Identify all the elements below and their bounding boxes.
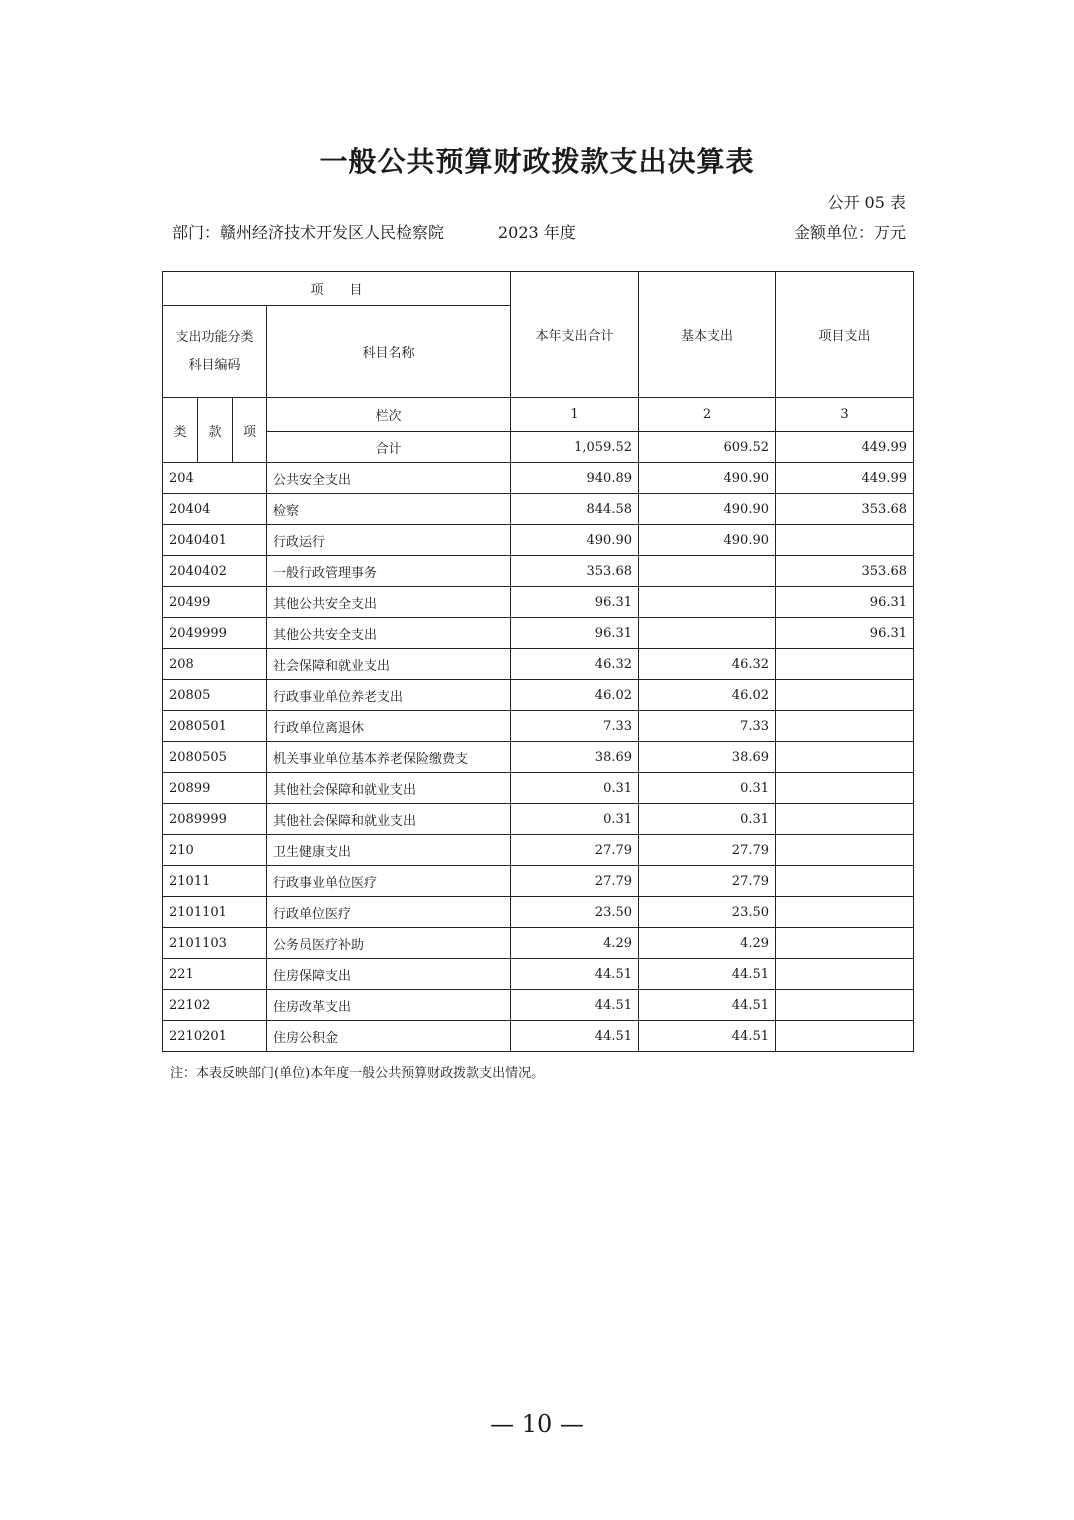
- row-project: 96.31: [776, 618, 914, 649]
- row-basic: [639, 618, 776, 649]
- table-row: [163, 866, 914, 897]
- row-basic: 46.02: [639, 680, 776, 711]
- column-number-2: 2: [639, 398, 776, 432]
- row-subject-name: 公务员医疗补助: [267, 928, 511, 959]
- row-basic: 4.29: [639, 928, 776, 959]
- row-total: 4.29: [511, 928, 639, 959]
- row-project: [776, 866, 914, 897]
- row-basic: [639, 587, 776, 618]
- row-project: [776, 649, 914, 680]
- row-total: 96.31: [511, 587, 639, 618]
- form-number: 公开 05 表: [827, 193, 906, 212]
- row-subject-name: 行政运行: [267, 525, 511, 556]
- row-code: 208: [163, 649, 267, 680]
- row-subject-name: 其他社会保障和就业支出: [267, 773, 511, 804]
- table-row: [163, 556, 914, 587]
- total-label: 合计: [267, 432, 511, 463]
- row-project: [776, 773, 914, 804]
- row-project: [776, 897, 914, 928]
- row-total: 27.79: [511, 866, 639, 897]
- table-row: [163, 680, 914, 711]
- table-row: [163, 494, 914, 525]
- row-project: [776, 711, 914, 742]
- row-subject-name: 行政事业单位养老支出: [267, 680, 511, 711]
- header-kuan: 款: [198, 398, 233, 463]
- row-code: 2101101: [163, 897, 267, 928]
- table-note: 注：本表反映部门(单位)本年度一般公共预算财政拨款支出情况。: [170, 1066, 545, 1081]
- row-basic: 44.51: [639, 1021, 776, 1052]
- row-basic: 0.31: [639, 773, 776, 804]
- header-lei: 类: [163, 398, 198, 463]
- row-total: 490.90: [511, 525, 639, 556]
- page-title: 一般公共预算财政拨款支出决算表: [319, 145, 755, 178]
- row-total: 940.89: [511, 463, 639, 494]
- row-code: 2040402: [163, 556, 267, 587]
- row-total: 353.68: [511, 556, 639, 587]
- row-code: 2080505: [163, 742, 267, 773]
- row-basic: 23.50: [639, 897, 776, 928]
- table-row: [163, 649, 914, 680]
- table-row: [163, 463, 914, 494]
- header-xiang: 项: [233, 398, 267, 463]
- amount-unit: 金额单位：万元: [793, 223, 906, 242]
- row-basic: 44.51: [639, 990, 776, 1021]
- row-basic: 46.32: [639, 649, 776, 680]
- row-code: 20404: [163, 494, 267, 525]
- row-subject-name: 一般行政管理事务: [267, 556, 511, 587]
- row-code: 2101103: [163, 928, 267, 959]
- row-project: [776, 680, 914, 711]
- row-project: [776, 928, 914, 959]
- row-total: 44.51: [511, 990, 639, 1021]
- row-subject-name: 住房公积金: [267, 1021, 511, 1052]
- table-row: [163, 525, 914, 556]
- row-subject-name: 行政事业单位医疗: [267, 866, 511, 897]
- row-project: [776, 835, 914, 866]
- header-col-basic: 基本支出: [639, 272, 776, 398]
- row-project: 353.68: [776, 556, 914, 587]
- row-project: [776, 990, 914, 1021]
- row-basic: 490.90: [639, 525, 776, 556]
- row-project: 449.99: [776, 463, 914, 494]
- row-total: 0.31: [511, 773, 639, 804]
- row-total: 46.32: [511, 649, 639, 680]
- table-row: [163, 587, 914, 618]
- table-row: [163, 711, 914, 742]
- header-subject-name: 科目名称: [267, 306, 511, 398]
- table-row: [163, 773, 914, 804]
- row-total: 0.31: [511, 804, 639, 835]
- row-subject-name: 社会保障和就业支出: [267, 649, 511, 680]
- header-lanci: 栏次: [267, 398, 511, 432]
- row-project: 96.31: [776, 587, 914, 618]
- row-total: 844.58: [511, 494, 639, 525]
- column-number-1: 1: [511, 398, 639, 432]
- row-code: 2210201: [163, 1021, 267, 1052]
- table-row: [163, 959, 914, 990]
- row-basic: 44.51: [639, 959, 776, 990]
- row-code: 2040401: [163, 525, 267, 556]
- table-row: [163, 897, 914, 928]
- row-project: [776, 1021, 914, 1052]
- row-basic: 490.90: [639, 463, 776, 494]
- row-code: 20805: [163, 680, 267, 711]
- column-number-3: 3: [776, 398, 914, 432]
- row-code: 204: [163, 463, 267, 494]
- row-code: 21011: [163, 866, 267, 897]
- row-basic: 490.90: [639, 494, 776, 525]
- row-project: [776, 959, 914, 990]
- row-subject-name: 住房保障支出: [267, 959, 511, 990]
- row-subject-name: 行政单位离退休: [267, 711, 511, 742]
- row-basic: [639, 556, 776, 587]
- row-total: 7.33: [511, 711, 639, 742]
- department-label: 部门：赣州经济技术开发区人民检察院: [172, 223, 445, 242]
- table-row: [163, 928, 914, 959]
- row-basic: 27.79: [639, 866, 776, 897]
- row-subject-name: 检察: [267, 494, 511, 525]
- row-subject-name: 卫生健康支出: [267, 835, 511, 866]
- table-row: [163, 1021, 914, 1052]
- row-project: [776, 804, 914, 835]
- page-number: — 10 —: [490, 1410, 584, 1438]
- row-code: 2080501: [163, 711, 267, 742]
- row-code: 221: [163, 959, 267, 990]
- row-subject-name: 住房改革支出: [267, 990, 511, 1021]
- row-code: 20499: [163, 587, 267, 618]
- row-subject-name: 其他社会保障和就业支出: [267, 804, 511, 835]
- row-basic: 7.33: [639, 711, 776, 742]
- row-total: 46.02: [511, 680, 639, 711]
- total-amount: 1,059.52: [511, 432, 639, 463]
- row-project: [776, 525, 914, 556]
- table-row: [163, 990, 914, 1021]
- table-row: [163, 835, 914, 866]
- budget-table: [162, 271, 914, 1052]
- header-func-code: 支出功能分类科目编码: [163, 306, 267, 398]
- row-total: 38.69: [511, 742, 639, 773]
- row-subject-name: 行政单位医疗: [267, 897, 511, 928]
- row-subject-name: 公共安全支出: [267, 463, 511, 494]
- table-row: [163, 618, 914, 649]
- row-total: 96.31: [511, 618, 639, 649]
- row-basic: 38.69: [639, 742, 776, 773]
- row-project: 353.68: [776, 494, 914, 525]
- row-basic: 27.79: [639, 835, 776, 866]
- row-code: 2049999: [163, 618, 267, 649]
- row-basic: 0.31: [639, 804, 776, 835]
- header-col-total: 本年支出合计: [511, 272, 639, 398]
- row-code: 20899: [163, 773, 267, 804]
- table-row: [163, 742, 914, 773]
- row-total: 44.51: [511, 959, 639, 990]
- row-code: 210: [163, 835, 267, 866]
- row-code: 22102: [163, 990, 267, 1021]
- row-subject-name: 其他公共安全支出: [267, 587, 511, 618]
- row-total: 27.79: [511, 835, 639, 866]
- row-total: 44.51: [511, 1021, 639, 1052]
- header-col-project: 项目支出: [776, 272, 914, 398]
- total-project: 449.99: [776, 432, 914, 463]
- row-total: 23.50: [511, 897, 639, 928]
- total-basic: 609.52: [639, 432, 776, 463]
- header-item: 项 目: [163, 272, 511, 306]
- row-project: [776, 742, 914, 773]
- row-code: 2089999: [163, 804, 267, 835]
- table-row: [163, 804, 914, 835]
- row-subject-name: 机关事业单位基本养老保险缴费支: [267, 742, 511, 773]
- row-subject-name: 其他公共安全支出: [267, 618, 511, 649]
- fiscal-year: 2023 年度: [498, 223, 576, 242]
